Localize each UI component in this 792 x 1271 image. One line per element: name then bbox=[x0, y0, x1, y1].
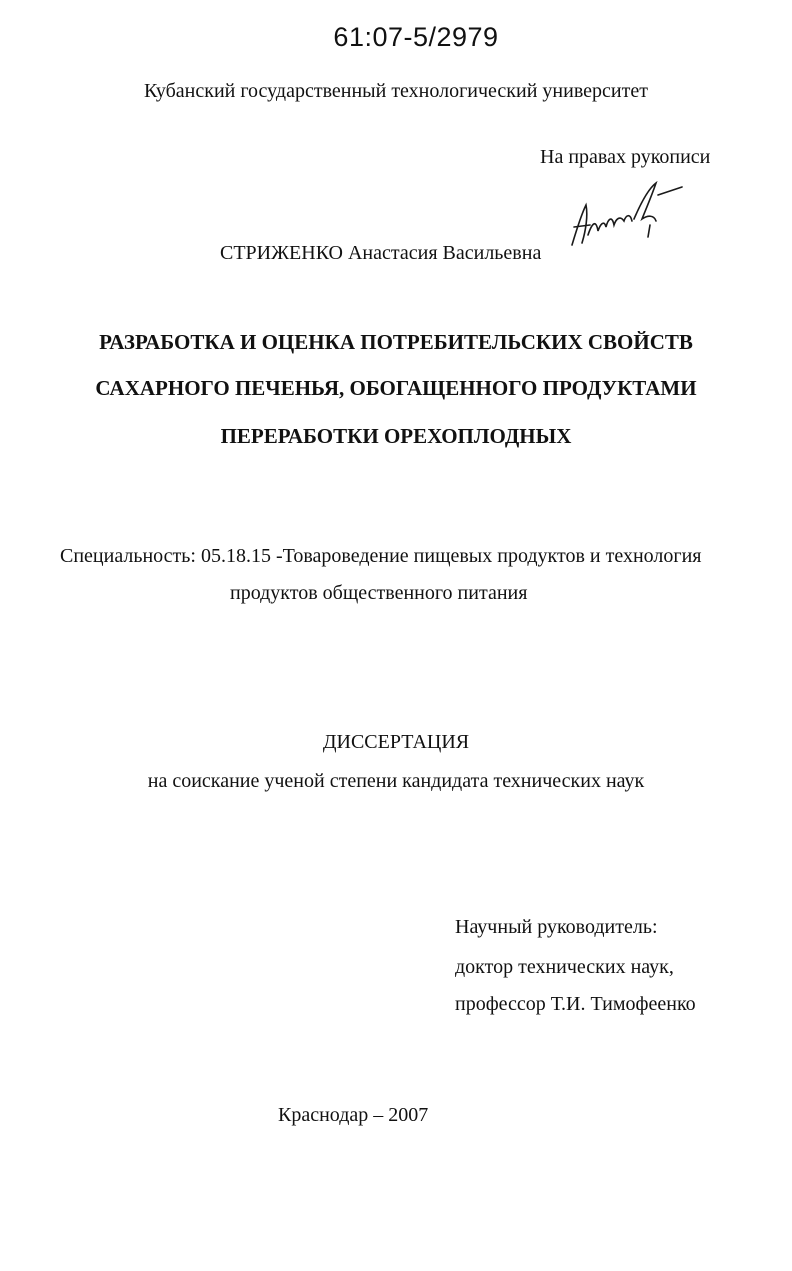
title-line: ПЕРЕРАБОТКИ ОРЕХОПЛОДНЫХ bbox=[220, 424, 572, 448]
specialty-line: продуктов общественного питания bbox=[230, 582, 528, 604]
title-line: РАЗРАБОТКА И ОЦЕНКА ПОТРЕБИТЕЛЬСКИХ СВОЙСТВ bbox=[99, 330, 693, 354]
supervisor-line: доктор технических наук, bbox=[455, 956, 674, 978]
university-name: Кубанский государственный технологический университет bbox=[144, 80, 648, 102]
manuscript-note: На правах рукописи bbox=[540, 146, 711, 168]
place-year: Краснодар – 2007 bbox=[278, 1104, 429, 1126]
document-type: ДИССЕРТАЦИЯ bbox=[322, 731, 470, 753]
degree-statement: на соискание ученой степени кандидата технических наук bbox=[147, 770, 645, 792]
specialty-line: Специальность: 05.18.15 -Товароведение пищевых продуктов и технология bbox=[60, 545, 702, 567]
title-line: САХАРНОГО ПЕЧЕНЬЯ, ОБОГАЩЕННОГО ПРОДУКТАМИ bbox=[95, 376, 697, 400]
supervisor-line: Научный руководитель: bbox=[455, 916, 658, 938]
author-signature bbox=[560, 175, 690, 270]
author-name: СТРИЖЕНКО Анастасия Васильевна bbox=[220, 242, 542, 264]
supervisor-line: профессор Т.И. Тимофеенко bbox=[455, 993, 696, 1015]
catalog-code: 61:07-5/2979 bbox=[333, 22, 499, 52]
